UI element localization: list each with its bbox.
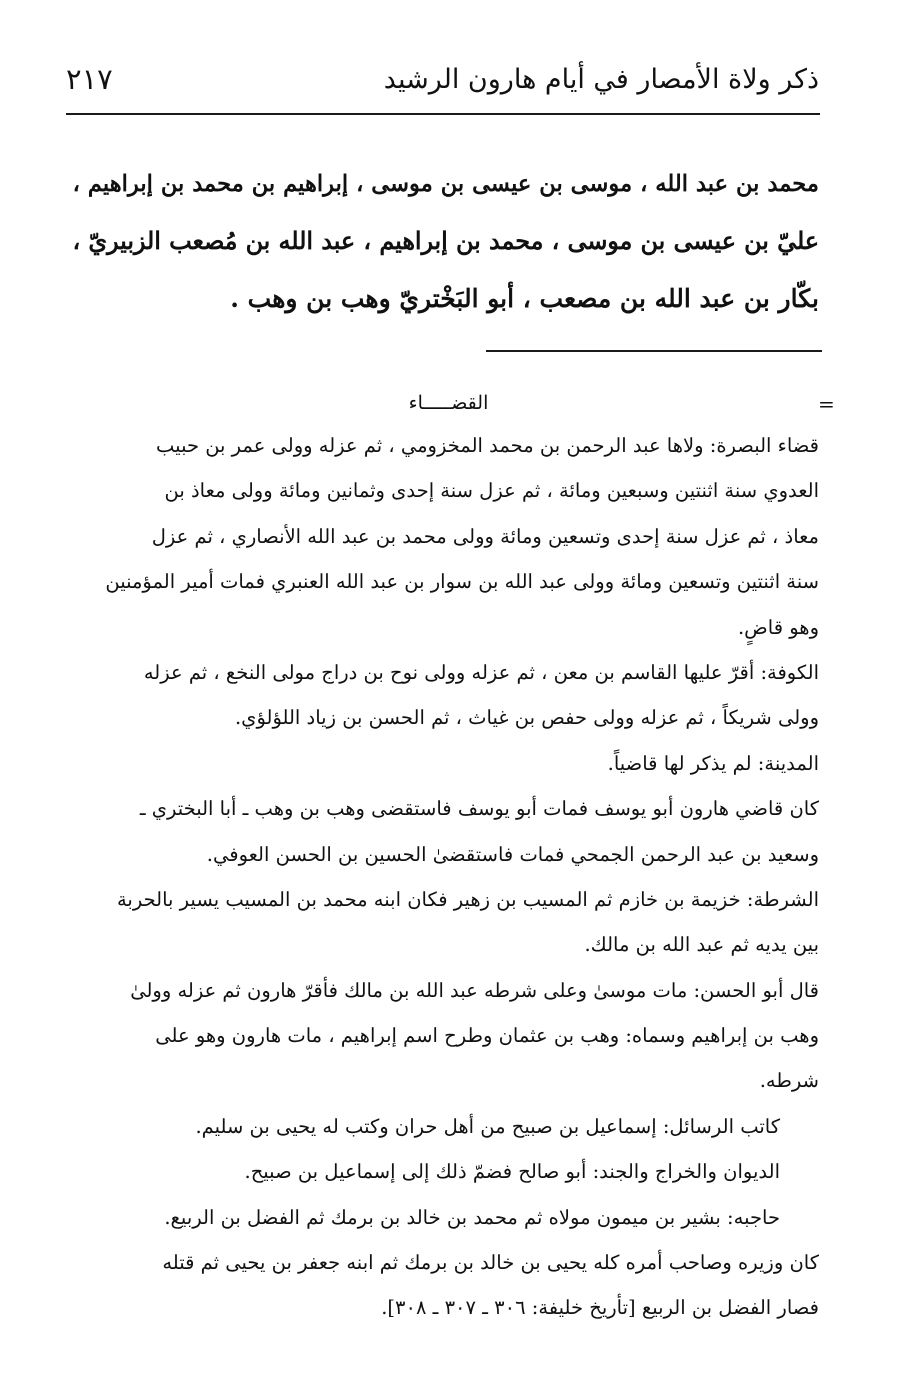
- body-line: وسعيد بن عبد الرحمن الجمحي فمات فاستقضىٰ الحسين بن الحسن العوفي.: [206, 842, 819, 866]
- page-number: ٢١٧: [66, 62, 113, 96]
- footnote-continuation-marker: =: [818, 392, 835, 416]
- section-heading: القضـــــاء: [408, 392, 489, 414]
- body-line: كان وزيره وصاحب أمره كله يحيى بن خالد بن برمك ثم ابنه جعفر بن يحيى ثم قتله: [162, 1251, 819, 1275]
- body-line: فصار الفضل بن الربيع [تأريخ خليفة: ٣٠٦ ـ ٣٠٧ ـ ٣٠٨].: [381, 1296, 819, 1320]
- body-line: شرطه.: [759, 1069, 819, 1093]
- running-title: ذكر ولاة الأمصار في أيام هارون الرشيد: [383, 64, 819, 95]
- body-line: وهو قاضٍ.: [737, 615, 819, 639]
- names-line: محمد بن عبد الله ، موسى بن عيسى بن موسى ، إبراهيم بن محمد بن إبراهيم ،: [72, 171, 819, 197]
- body-line: وهب بن إبراهيم وسماه: وهب بن عثمان وطرح اسم إبراهيم ، مات هارون وهو على: [155, 1024, 819, 1048]
- body-line: قال أبو الحسن: مات موسىٰ وعلى شرطه عبد الله بن مالك فأقرّ هارون ثم عزله وولىٰ: [130, 978, 819, 1002]
- header-rule: [66, 113, 820, 115]
- body-line: كان قاضي هارون أبو يوسف فمات أبو يوسف فاستقضى وهب بن وهب ـ أبا البختري ـ: [139, 797, 819, 821]
- names-block: [65, 156, 819, 327]
- body-line: سنة اثنتين وتسعين ومائة وولى عبد الله بن سوار بن عبد الله العنبري فمات أمير المؤمنين: [105, 570, 819, 594]
- body-line: بين يديه ثم عبد الله بن مالك.: [584, 933, 819, 957]
- footnote-separator: [486, 350, 822, 352]
- body-line: كاتب الرسائل: إسماعيل بن صبيح من أهل حران وكتب له يحيى بن سليم.: [195, 1114, 780, 1138]
- body-line: حاجبه: بشير بن ميمون مولاه ثم محمد بن خالد بن برمك ثم الفضل بن الربيع.: [164, 1205, 780, 1229]
- body-line: الديوان والخراج والجند: أبو صالح فضمّ ذلك إلى إسماعيل بن صبيح.: [244, 1160, 780, 1184]
- body-line: معاذ ، ثم عزل سنة إحدى وتسعين ومائة وولى محمد بن عبد الله الأنصاري ، ثم عزل: [151, 524, 819, 548]
- body-line: الكوفة: أقرّ عليها القاسم بن معن ، ثم عزله وولى نوح بن دراج مولى النخع ، ثم عزله: [143, 660, 819, 684]
- footnote-body: [62, 423, 819, 1331]
- body-line: العدوي سنة اثنتين وسبعين ومائة ، ثم عزل سنة إحدى وثمانين ومائة وولى معاذ بن: [164, 479, 819, 503]
- body-line: الشرطة: خزيمة بن خازم ثم المسيب بن زهير فكان ابنه محمد بن المسيب يسير بالحربة: [116, 887, 819, 911]
- names-line: عليّ بن عيسى بن موسى ، محمد بن إبراهيم ، عبد الله بن مُصعب الزبيريّ ،: [72, 227, 819, 255]
- body-line: وولى شريكاً ، ثم عزله وولى حفص بن غياث ، ثم الحسن بن زياد اللؤلؤي.: [234, 706, 819, 730]
- names-line: بكّار بن عبد الله بن مصعب ، أبو البَخْتريّ وهب بن وهب .: [230, 284, 819, 313]
- body-line: المدينة: لم يذكر لها قاضياً.: [607, 751, 819, 775]
- body-line: قضاء البصرة: ولاها عبد الرحمن بن محمد المخزومي ، ثم عزله وولى عمر بن حبيب: [156, 434, 819, 457]
